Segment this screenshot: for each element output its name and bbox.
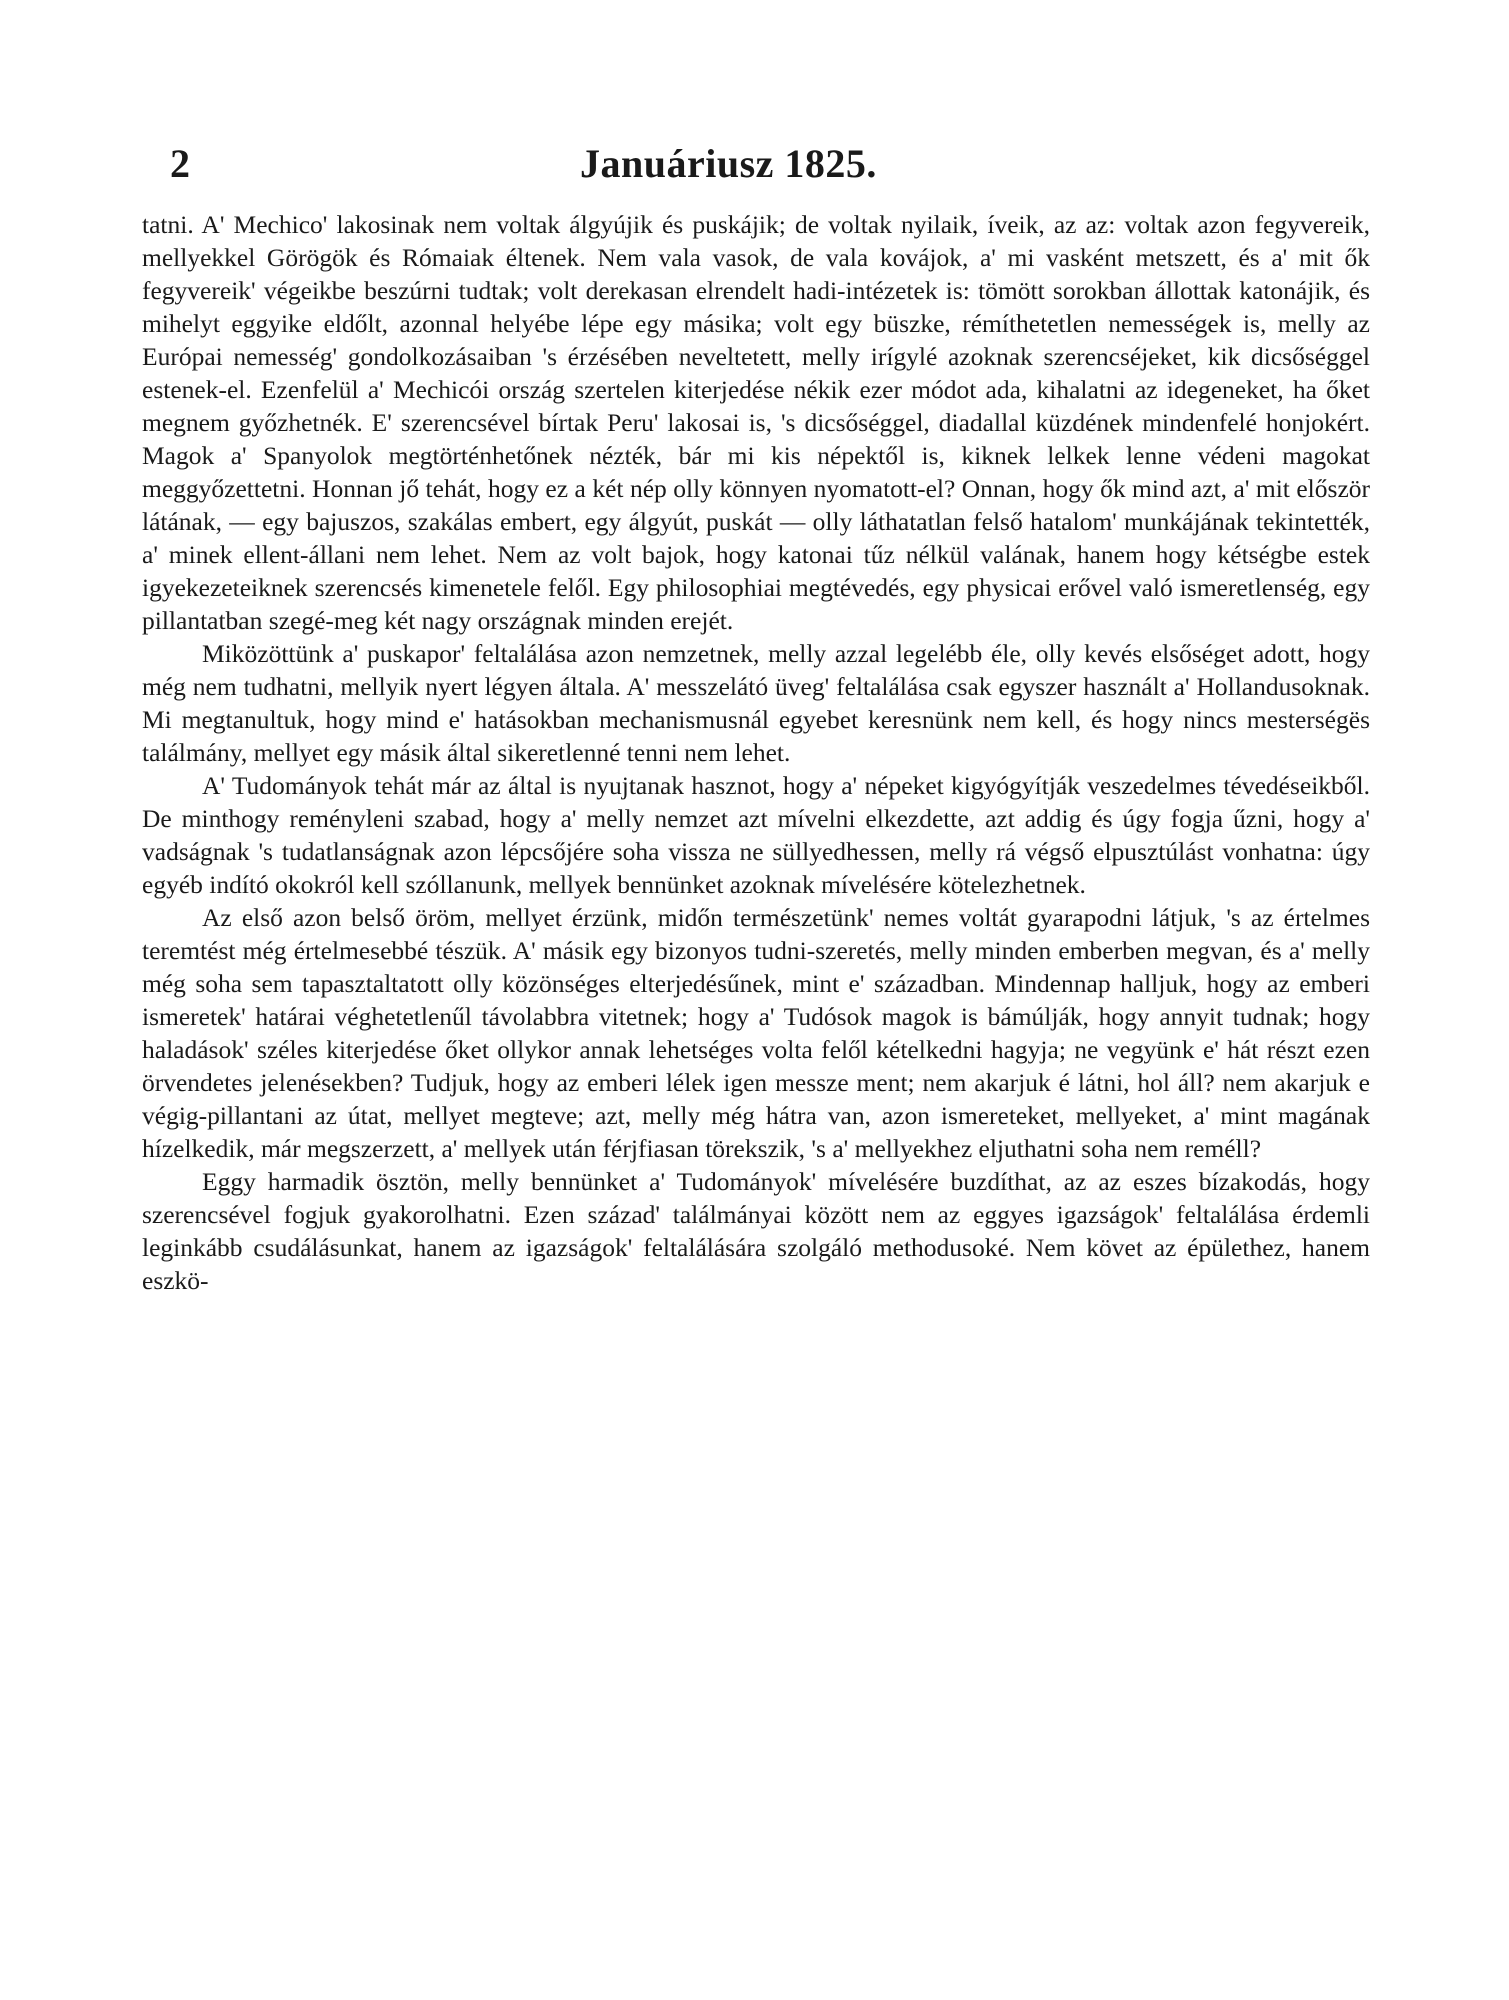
- page-number: 2: [170, 141, 190, 186]
- running-head: Januáriusz 1825.: [580, 141, 877, 186]
- paragraph: Eggy harmadik ösztön, melly bennünket a' Tudományok' mívelésére buzdíthat, az az eszes bízakodás, hogy szerencsével fogjuk gyakorolhatni. Ezen század' találmányai között nem az eggyes igazságok' feltalálása érdemli leginkább csudálásunkat, hanem az igazságok' feltalálására szolgáló methodusoké. Nem követ az épülethez, hanem eszkö-: [142, 1167, 1370, 1295]
- page-header: [170, 140, 1370, 200]
- paragraph: Az első azon belső öröm, mellyet érzünk, midőn természetünk' nemes voltát gyarapodni látjuk, 's az értelmes teremtést még értelmesebbé tészük. A' másik egy bizonyos tudni-szeretés, melly minden emberben megvan, és a' melly még soha sem tapasztaltatott olly közönséges elterjedésűnek, mint e' században. Mindennap halljuk, hogy az emberi ismeretek' határai véghetetlenűl távolabbra vitetnek; hogy a' Tudósok magok is bámúlják, hogy annyit tudnak; hogy haladások' széles kiterjedése őket ollykor annak lehetséges volta felől kételkedni hagyja; ne vegyünk e' hát részt ezen örvendetes jelenésekben? Tudjuk, hogy az emberi lélek igen messze ment; nem akarjuk é látni, hol áll? nem akarjuk e végig-pillantani az útat, mellyet megteve; azt, melly még hátra van, azon ismereteket, mellyeket, a' mint magának hízelkedik, már megszerzett, a' mellyek után férjfiasan törekszik, 's a' mellyekhez eljuthatni soha nem reméll?: [142, 903, 1370, 1163]
- paragraph: Miközöttünk a' puskapor' feltalálása azon nemzetnek, melly azzal legelébb éle, olly kevés elsőséget adott, hogy még nem tudhatni, mellyik nyert légyen általa. A' messzelátó üveg' feltalálása csak egyszer használt a' Hollandusoknak. Mi megtanultuk, hogy mind e' hatásokban mechanismusnál egyebet keresnünk nem kell, és hogy nincs mesterségës találmány, mellyet egy másik által sikeretlenné tenni nem lehet.: [142, 639, 1370, 767]
- body-text: [142, 208, 1370, 1297]
- paragraph: tatni. A' Mechico' lakosinak nem voltak álgyújik és puskájik; de voltak nyilaik, íveik, az az: voltak azon fegyvereik, mellyekkel Görögök és Rómaiak éltenek. Nem vala vasok, de vala kovájok, a' mi vasként metszett, és a' mit ők fegyvereik' végeikbe beszúrni tudtak; volt derekasan elrendelt hadi-intézetek is: tömött sorokban állottak katonájik, és mihelyt eggyike eldőlt, azonnal helyébe lépe egy másika; volt egy büszke, rémíthetetlen nemességek is, melly az Európai nemesség' gondolkozásaiban 's érzésében neveltetett, melly irígylé azoknak szerencséjeket, kik dicsőséggel estenek-el. Ezenfelül a' Mechicói ország szertelen kiterjedése nékik ezer módot ada, kihalatni az idegeneket, ha őket megnem győzhetnék. E' szerencsével bírtak Peru' lakosai is, 's dicsőséggel, diadallal küzdének mindenfelé honjokért. Magok a' Spanyolok megtörténhetőnek nézték, bár mi kis népektől is, kiknek lelkek lenne védeni magokat meggyőzettetni. Honnan jő tehát, hogy ez a két nép olly könnyen nyomatott-el? Onnan, hogy ők mind azt, a' mit először látának, — egy bajuszos, szakálas embert, egy álgyút, puskát — olly láthatatlan felső hatalom' munkájának tekintették, a' minek ellent-állani nem lehet. Nem az volt bajok, hogy katonai tűz nélkül valának, hanem hogy kétségbe estek igyekezeteiknek szerencsés kimenetele felől. Egy philosophiai megtévedés, egy physicai erővel való ismeretlenség, egy pillantatban szegé-meg két nagy országnak minden erejét.: [142, 210, 1370, 635]
- paragraph: A' Tudományok tehát már az által is nyujtanak hasznot, hogy a' népeket kigyógyítják veszedelmes tévedéseikből. De minthogy reményleni szabad, hogy a' melly nemzet azt mívelni elkezdette, azt addig és úgy fogja űzni, hogy a' vadságnak 's tudatlanságnak azon lépcsőjére soha vissza ne süllyedhessen, melly rá végső elpusztúlást vonhatna: úgy egyéb indító okokról kell szóllanunk, mellyek bennünket azoknak mívelésére kötelezhetnek.: [142, 771, 1370, 899]
